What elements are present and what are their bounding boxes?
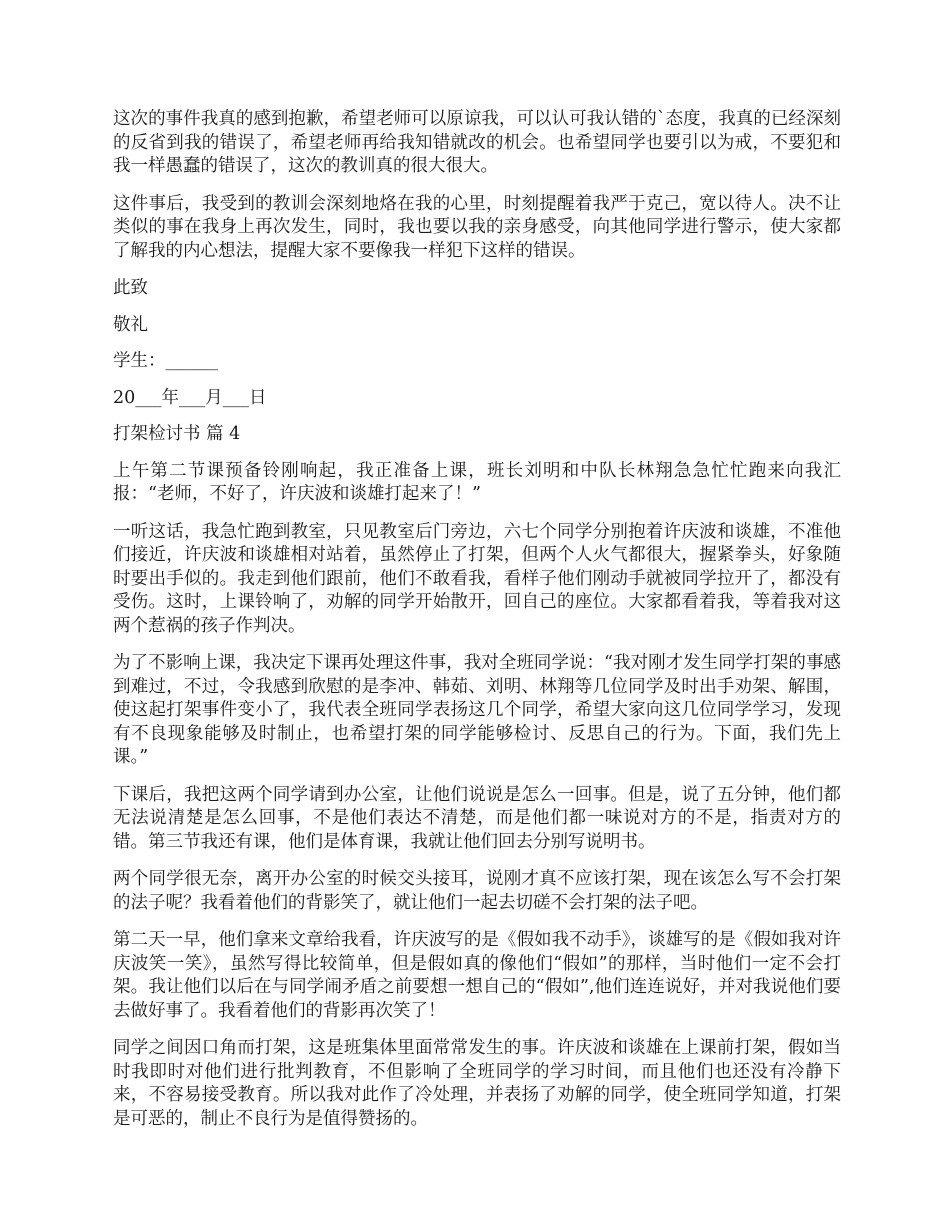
closing-salute: 敬礼 xyxy=(113,314,148,335)
section-title: 打架检讨书 篇 4 xyxy=(113,424,241,444)
body-paragraph: 两个同学很无奈，离开办公室的时候交头接耳，说刚才真不应该打架，现在该怎么写不会打架的法子呢？我看着他们的背影笑了，就让他们一起去切磋不会打架的法子吧。 xyxy=(113,869,841,913)
body-paragraph: 第二天一早，他们拿来文章给我看，许庆波写的是《假如我不动手》，谈雄写的是《假如我对许庆波笑一笑》，虽然写得比较简单，但是假如真的像他们“假如”的那样，当时他们一定不会打架。我让他们以后在与同学闹矛盾之前要想一想自己的“假如”,他们连连说好，并对我说他们要去做好事了。我看着他们的背影再次笑了！ xyxy=(113,930,841,1021)
date-line: 20___年___月___日 xyxy=(113,387,267,408)
paragraph-apology: 这次的事件我真的感到抱歉，希望老师可以原谅我，可以认可我认错的`态度，我真的已经深刻的反省到我的错误了，希望老师再给我知错就改的机会。也希望同学也要引以为戒，不要犯和我一样愚蠢的错误了，这次的教训真的很大很大。 xyxy=(113,109,841,176)
body-paragraph: 一听这话，我急忙跑到教室，只见教室后门旁边，六七个同学分别抱着许庆波和谈雄，不准他们接近，许庆波和谈雄相对站着，虽然停止了打架，但两个人火气都很大，握紧拳头，好象随时要出手似的。我走到他们跟前，他们不敢看我，看样子他们刚动手就被同学拉开了，都没有受伤。这时，上课铃响了，劝解的同学开始散开，回自己的座位。大家都看着我，等着我对这两个惹祸的孩子作判决。 xyxy=(113,521,841,636)
document-body xyxy=(113,108,841,1145)
body-paragraph: 上午第二节课预备铃刚响起，我正准备上课，班长刘明和中队长林翔急急忙忙跑来向我汇报：“老师，不好了，许庆波和谈雄打起来了！” xyxy=(113,460,841,504)
paragraph-lesson: 这件事后，我受到的教训会深刻地烙在我的心里，时刻提醒着我严于克己，宽以待人。决不让类似的事在我身上再次发生，同时，我也要以我的亲身感受，向其他同学进行警示，使大家都了解我的内心想法，提醒大家不要像我一样犯下这样的错误。 xyxy=(113,193,841,261)
closing-greeting: 此致 xyxy=(113,278,148,298)
body-paragraph: 同学之间因口角而打架，这是班集体里面常常发生的事。许庆波和谈雄在上课前打架，假如当时我即时对他们进行批判教育，不但影响了全班同学的学习时间，而且他们也还没有冷静下来，不容易接受教育。所以我对此作了冷处理，并表扬了劝解的同学，使全班同学知道，打架是可恶的，制止不良行为是值得赞扬的。 xyxy=(113,1038,841,1129)
body-paragraph: 下课后，我把这两个同学请到办公室，让他们说说是怎么一回事。但是，说了五分钟，他们都无法说清楚是怎么回事，不是他们表达不清楚，而是他们都一味说对方的不是，指责对方的错。第三节我还有课，他们是体育课，我就让他们回去分别写说明书。 xyxy=(113,784,841,852)
body-paragraph: 为了不影响上课，我决定下课再处理这件事，我对全班同学说：“我对刚才发生同学打架的事感到难过，不过，令我感到欣慰的是李冲、韩茹、刘明、林翔等几位同学及时出手劝架、解围，使这起打架事件变小了，我代表全班同学表扬这几个同学，希望大家向这几位同学学习，发现有不良现象能够及时制止，也希望打架的同学能够检讨、反思自己的行为。下面，我们先上课。” xyxy=(113,653,841,767)
student-signature-line: 学生：______ xyxy=(113,351,218,371)
